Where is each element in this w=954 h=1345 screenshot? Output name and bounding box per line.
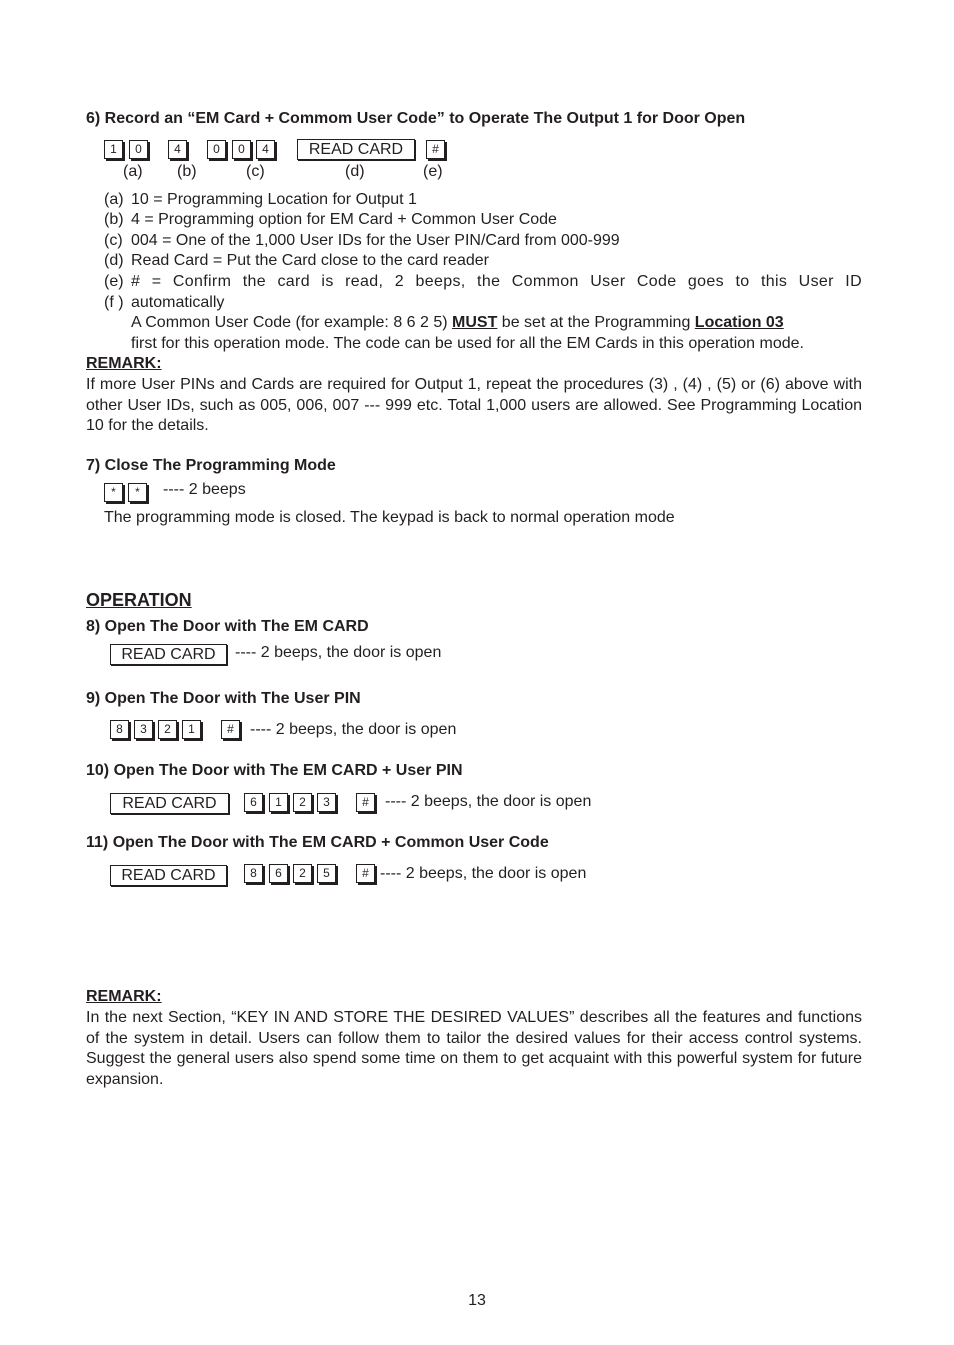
result-text: ---- 2 beeps, the door is open — [380, 865, 587, 882]
key-4: 4 — [168, 140, 187, 159]
key-8: 8 — [244, 864, 263, 883]
key-6: 6 — [244, 793, 263, 812]
key-hash: # — [356, 864, 375, 883]
key-2: 2 — [158, 720, 177, 739]
key-hash: # — [221, 720, 240, 739]
key-1: 1 — [269, 793, 288, 812]
key-0: 0 — [232, 140, 251, 159]
read-card-box: READ CARD — [110, 644, 227, 665]
label-d: (d) — [345, 163, 365, 180]
key-1: 1 — [182, 720, 201, 739]
note-text: be set at the Programming — [497, 314, 695, 331]
item-tag: (b) — [104, 211, 124, 228]
key-0: 0 — [129, 140, 148, 159]
key-1: 1 — [104, 140, 123, 159]
item-tag: (f ) — [104, 294, 124, 311]
section-6-heading: 6) Record an “EM Card + Commom User Code” to Operate The Output 1 for Door Open — [86, 110, 746, 127]
key-4: 4 — [256, 140, 275, 159]
read-card-box: READ CARD — [297, 139, 415, 160]
remark-title: REMARK: — [86, 355, 162, 372]
item-tag: (e) — [104, 273, 124, 290]
location-03-emphasis: Location 03 — [694, 314, 784, 331]
key-3: 3 — [134, 720, 153, 739]
label-c: (c) — [246, 163, 265, 180]
item-text: # = Confirm the card is read, 2 beeps, the Common User Code goes to this User ID — [131, 273, 862, 290]
item-tag: (c) — [104, 232, 123, 249]
result-text: ---- 2 beeps, the door is open — [250, 721, 457, 738]
operation-title: OPERATION — [86, 590, 192, 610]
section-10-heading: 10) Open The Door with The EM CARD + User PIN — [86, 762, 463, 779]
item-tag: (d) — [104, 252, 124, 269]
item-text: 4 = Programming option for EM Card + Common User Code — [131, 211, 557, 228]
section-9-heading: 9) Open The Door with The User PIN — [86, 690, 361, 707]
item-text: automatically — [131, 294, 225, 311]
item-text: 10 = Programming Location for Output 1 — [131, 191, 417, 208]
label-b: (b) — [177, 163, 197, 180]
common-code-note — [131, 314, 784, 332]
label-e: (e) — [423, 163, 443, 180]
result-text: ---- 2 beeps, the door is open — [385, 793, 592, 810]
remark-text: If more User PINs and Cards are required for Output 1, repeat the procedures (3) , (4) , (5) or (6) above with other User IDs, such as 005, 006, 007 --- 999 etc. Total 1,000 users are allowed. See Programming Location 10 for the details. — [86, 376, 862, 434]
key-hash: # — [356, 793, 375, 812]
key-0: 0 — [207, 140, 226, 159]
key-8: 8 — [110, 720, 129, 739]
key-2: 2 — [293, 793, 312, 812]
mode-closed-text: The programming mode is closed. The keypad is back to normal operation mode — [104, 509, 675, 526]
key-hash: # — [426, 140, 445, 159]
page-number: 13 — [468, 1292, 486, 1309]
note-text: A Common User Code (for example: 8 6 2 5) — [131, 314, 453, 331]
key-2: 2 — [293, 864, 312, 883]
item-text: 004 = One of the 1,000 User IDs for the User PIN/Card from 000-999 — [131, 232, 620, 249]
result-text: ---- 2 beeps, the door is open — [235, 644, 442, 661]
must-emphasis: MUST — [452, 314, 498, 331]
read-card-box: READ CARD — [110, 865, 227, 886]
remark-text: In the next Section, “KEY IN AND STORE THE DESIRED VALUES” describes all the features and functions of the system in detail. Users can follow them to tailor the desired values for their access control systems. Suggest the general users also spend some time on them to get acquaint with this powerful system for future expansion. — [86, 1009, 862, 1088]
read-card-box: READ CARD — [110, 793, 229, 814]
item-text: Read Card = Put the Card close to the card reader — [131, 252, 489, 269]
key-6: 6 — [269, 864, 288, 883]
common-code-note-line2: first for this operation mode. The code can be used for all the EM Cards in this operation mode. — [131, 335, 804, 352]
section-7-heading: 7) Close The Programming Mode — [86, 457, 336, 474]
key-star: * — [104, 483, 123, 502]
remark-title: REMARK: — [86, 988, 162, 1005]
key-star: * — [128, 483, 147, 502]
key-5: 5 — [317, 864, 336, 883]
item-tag: (a) — [104, 191, 124, 208]
key-3: 3 — [317, 793, 336, 812]
label-a: (a) — [123, 163, 143, 180]
beeps-text: ---- 2 beeps — [163, 481, 246, 498]
section-11-heading: 11) Open The Door with The EM CARD + Common User Code — [86, 834, 549, 851]
section-8-heading: 8) Open The Door with The EM CARD — [86, 618, 369, 635]
